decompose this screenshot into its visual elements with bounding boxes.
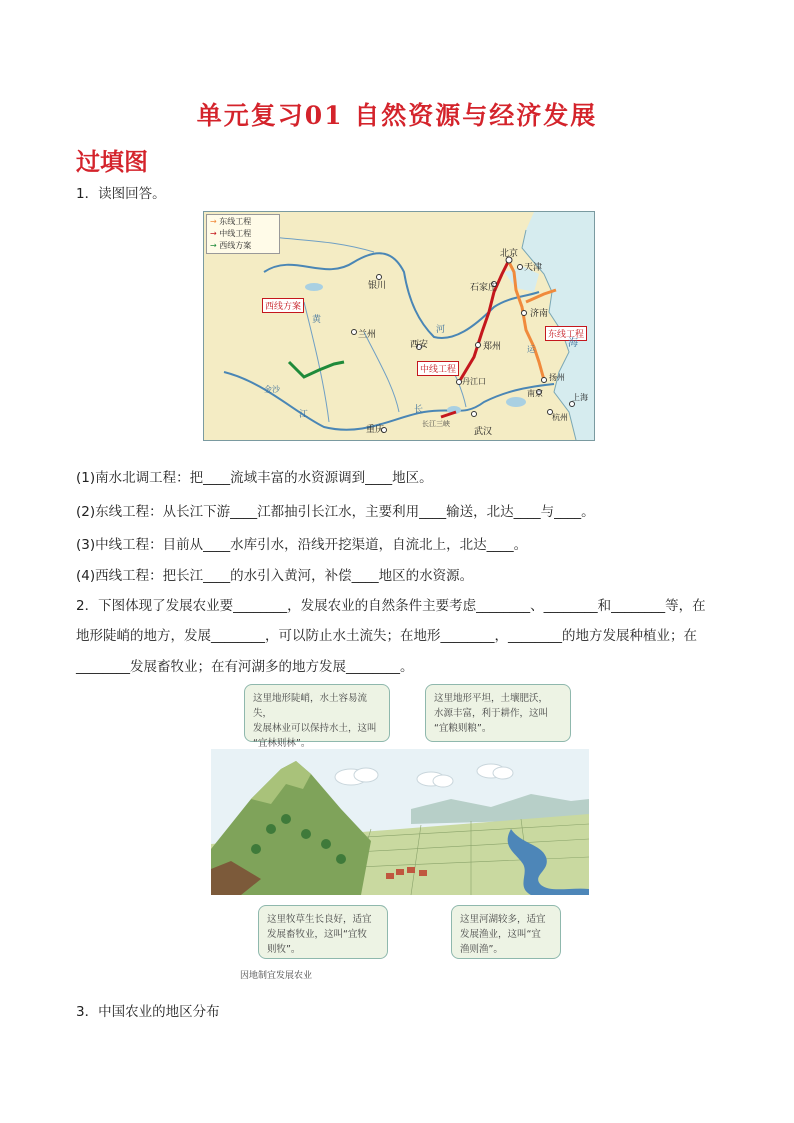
- callout-grazing-line: 则牧”。: [267, 944, 301, 955]
- q2-line-1: 2．下图体现了发展农业要________，发展农业的自然条件主要考虑________、________和________等，在: [76, 598, 706, 614]
- three-gorges-label: 长江三峡: [422, 420, 450, 428]
- city-wuhan: 武汉: [474, 427, 493, 437]
- q2-line-2: 地形陡峭的地方，发展________，可以防止水土流失；在地形________，________的地方发展种植业；在: [76, 628, 697, 644]
- callout-grain-line: 这里地形平坦，土壤肥沃，: [434, 693, 549, 704]
- callout-grain: [425, 684, 571, 742]
- callout-grazing-line: 发展畜牧业，这叫“宜牧: [267, 929, 367, 940]
- question-1-prompt: 1．读图回答。: [76, 186, 166, 202]
- q1-line-3: (3)中线工程：目前从____水库引水，沿线开挖渠道，自流北上，北达____。: [76, 537, 528, 553]
- city-beijing: 北京: [500, 249, 519, 259]
- q1-line-1: (1)南水北调工程：把____流域丰富的水资源调到____地区。: [76, 470, 433, 486]
- city-yangzhou: 扬州: [549, 373, 565, 382]
- city-tianjin: 天津: [524, 263, 543, 273]
- figure-caption: 因地制宜发展农业: [240, 971, 313, 981]
- section-heading: 过填图: [76, 147, 148, 176]
- river-chang: 长: [414, 405, 424, 415]
- callout-forestry-line: “宜林则林”。: [253, 738, 311, 749]
- west-legend-arrow: →: [210, 241, 217, 250]
- city-shanghai: 上海: [572, 393, 588, 402]
- city-jinan: 济南: [530, 309, 549, 319]
- legend-middle: 中线工程: [219, 229, 252, 238]
- q1-line-4: (4)西线工程：把长江____的水引入黄河，补偿____地区的水资源。: [76, 568, 474, 584]
- sea-hai: 海: [568, 338, 578, 349]
- q2-line-3: ________发展畜牧业；在有河湖多的地方发展________。: [76, 659, 414, 675]
- west-plan-label: 西线方案: [262, 298, 304, 313]
- river-jinsha: 金沙: [264, 385, 280, 394]
- callout-fishery-line: 发展渔业，这叫“宜: [460, 929, 541, 940]
- river-huang: 黄: [312, 315, 322, 325]
- middle-route-label: 中线工程: [417, 361, 459, 376]
- legend-west: 西线方案: [219, 241, 252, 250]
- question-3-prompt: 3．中国农业的地区分布: [76, 1004, 220, 1020]
- city-danjiangkou: 丹江口: [462, 377, 486, 386]
- callout-grazing: [258, 905, 388, 959]
- city-xian: 西安: [410, 340, 429, 350]
- callout-forestry-line: 这里地形陡峭，水土容易流失，: [253, 693, 368, 719]
- callout-grain-line: 水源丰富，利于耕作，这叫: [434, 708, 549, 719]
- east-route-label: 东线工程: [545, 326, 587, 341]
- page-title: 单元复习01 自然资源与经济发展: [196, 101, 598, 130]
- callout-fishery: [451, 905, 561, 959]
- canal-yun: 运: [527, 345, 535, 354]
- callout-fishery-line: 这里河湖较多，适宜: [460, 914, 546, 925]
- callout-forestry-line: 发展林业可以保持水土，这叫: [253, 723, 377, 734]
- river-jiang: 江: [299, 410, 309, 420]
- legend-east: 东线工程: [219, 217, 252, 226]
- city-nanjing: 南京: [527, 389, 543, 398]
- farm-illustration: [211, 749, 589, 895]
- river-he: 河: [436, 325, 446, 335]
- city-zhengzhou: 郑州: [483, 342, 502, 352]
- callout-fishery-line: 渔则渔”。: [460, 944, 503, 955]
- callout-grain-line: “宜粮则粮”。: [434, 723, 492, 734]
- map-legend: [206, 214, 280, 254]
- middle-legend-arrow: →: [210, 229, 217, 238]
- city-lanzhou: 兰州: [358, 330, 377, 340]
- city-chongqing: 重庆: [366, 425, 385, 435]
- city-hangzhou: 杭州: [552, 413, 568, 422]
- callout-grazing-line: 这里牧草生长良好，适宜: [267, 914, 372, 925]
- city-shijiazhuang: 石家庄: [470, 283, 498, 293]
- callout-forestry: [244, 684, 390, 749]
- water-transfer-map: [203, 211, 595, 441]
- east-legend-arrow: →: [210, 217, 217, 226]
- city-yinchuan: 银川: [368, 281, 387, 291]
- q1-line-2: (2)东线工程：从长江下游____江都抽引长江水，主要利用____输送，北达____与____。: [76, 504, 595, 520]
